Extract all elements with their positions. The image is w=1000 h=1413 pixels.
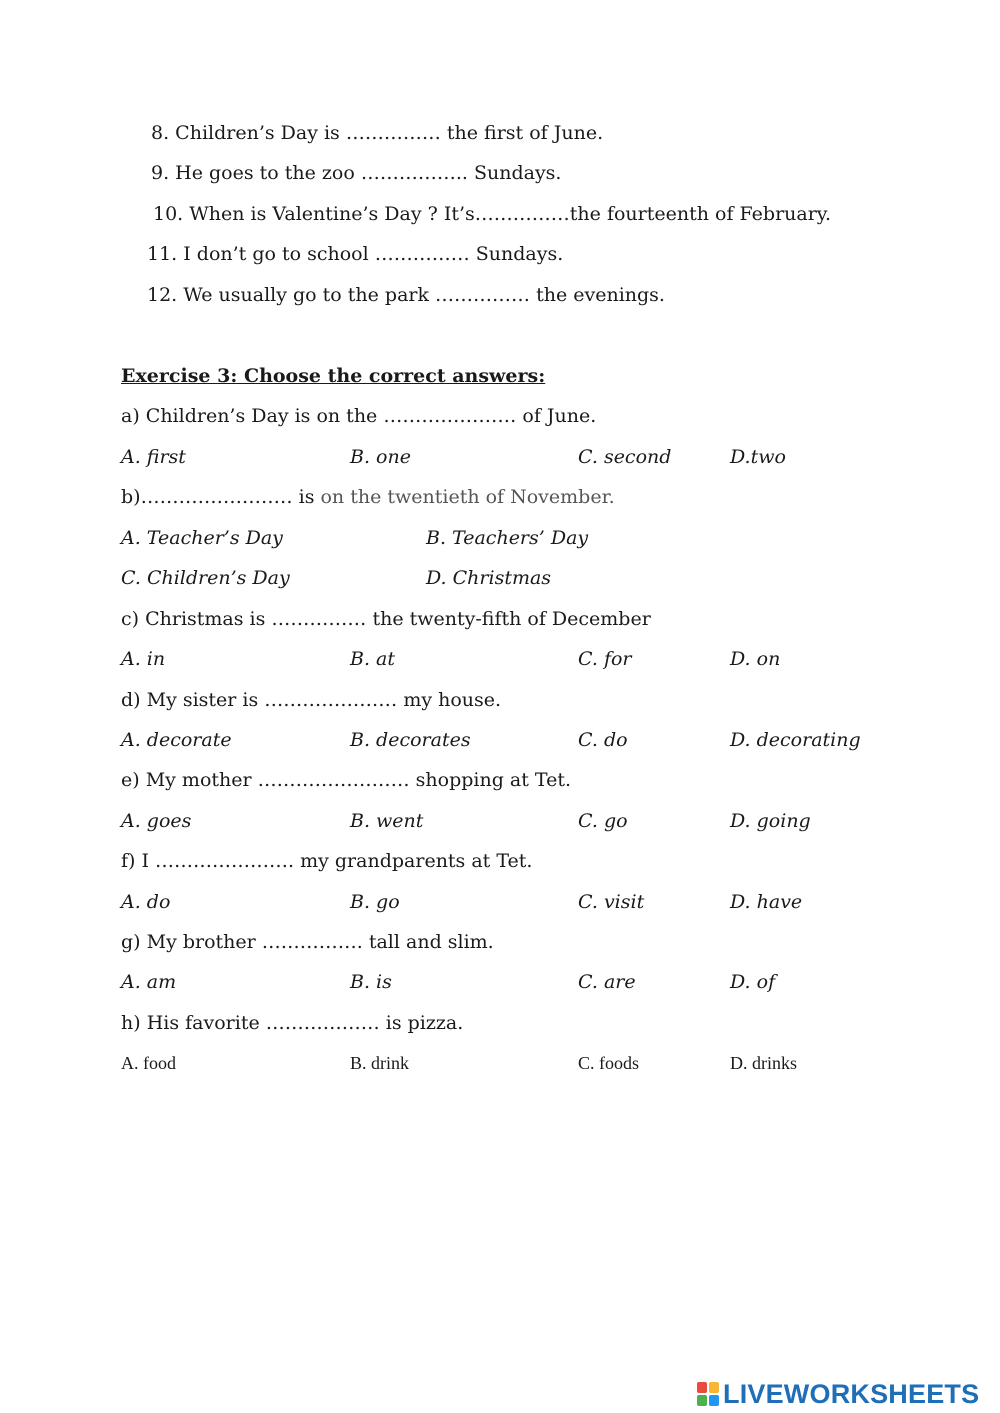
question-f-option-a[interactable]: A. do [121, 891, 171, 913]
question-d: d) My sister is ………………… my house. [121, 689, 502, 711]
question-c-option-c[interactable]: C. for [578, 648, 632, 670]
question-a-option-d[interactable]: D.two [730, 446, 786, 468]
question-g-option-a[interactable]: A. am [121, 971, 177, 993]
question-f-option-b[interactable]: B. go [350, 891, 400, 913]
liveworksheets-logo[interactable] [697, 1377, 979, 1411]
question-e: e) My mother …………………… shopping at Tet. [121, 769, 572, 791]
question-d-option-a[interactable]: A. decorate [121, 729, 232, 751]
question-g: g) My brother ……………. tall and slim. [121, 931, 494, 953]
question-g-option-b[interactable]: B. is [350, 971, 392, 993]
question-b-option-d[interactable]: D. Christmas [426, 567, 552, 589]
question-c: c) Christmas is …………… the twenty-fifth of December [121, 608, 651, 630]
question-f-option-c[interactable]: C. visit [578, 891, 645, 913]
question-h-option-b[interactable]: B. drink [350, 1053, 410, 1073]
question-g-option-c[interactable]: C. are [578, 971, 636, 993]
question-d-option-b[interactable]: B. decorates [350, 729, 471, 751]
question-f: f) I …………………. my grandparents at Tet. [121, 850, 533, 872]
question-b-option-b[interactable]: B. Teachers’ Day [426, 527, 589, 549]
exercise-2-item-9: 9. He goes to the zoo …………….. Sundays. [151, 162, 562, 184]
question-a-option-b[interactable]: B. one [350, 446, 411, 468]
question-e-option-d[interactable]: D. going [730, 810, 811, 832]
liveworksheets-logo-icon [697, 1382, 719, 1406]
question-h-option-a[interactable]: A. food [121, 1053, 176, 1073]
question-b [121, 485, 615, 509]
question-b-option-c[interactable]: C. Children’s Day [121, 567, 290, 589]
question-c-option-b[interactable]: B. at [350, 648, 396, 670]
question-g-option-d[interactable]: D. of [730, 971, 776, 993]
question-h-option-c[interactable]: C. foods [578, 1053, 640, 1073]
question-a-option-c[interactable]: C. second [578, 446, 672, 468]
question-a-option-a[interactable]: A. first [121, 446, 186, 468]
exercise-2-item-12: 12. We usually go to the park …………… the evenings. [147, 284, 665, 306]
question-b-main: b)…………………… is [121, 486, 321, 508]
question-d-option-d[interactable]: D. decorating [730, 729, 861, 751]
question-c-option-d[interactable]: D. on [730, 648, 781, 670]
question-h-option-d[interactable]: D. drinks [730, 1053, 797, 1073]
question-b-tail: on the twentieth of November. [320, 486, 615, 508]
question-d-option-c[interactable]: C. do [578, 729, 628, 751]
question-b-option-a[interactable]: A. Teacher’s Day [121, 527, 283, 549]
question-h: h) His favorite ……………… is pizza. [121, 1012, 464, 1034]
question-e-option-c[interactable]: C. go [578, 810, 628, 832]
question-f-option-d[interactable]: D. have [730, 891, 803, 913]
exercise-2-item-10: 10. When is Valentine’s Day ? It’s……………the fourteenth of February. [153, 203, 832, 225]
exercise-2-item-8: 8. Children’s Day is …………… the first of June. [151, 122, 604, 144]
question-c-option-a[interactable]: A. in [121, 648, 166, 670]
exercise-2-item-11: 11. I don’t go to school …………… Sundays. [147, 243, 564, 265]
question-e-option-b[interactable]: B. went [350, 810, 424, 832]
question-e-option-a[interactable]: A. goes [121, 810, 192, 832]
exercise-3-title: Exercise 3: Choose the correct answers: [121, 365, 546, 387]
question-a: a) Children’s Day is on the ………………… of June. [121, 405, 597, 427]
liveworksheets-logo-text: LIVEWORKSHEETS [723, 1378, 980, 1409]
